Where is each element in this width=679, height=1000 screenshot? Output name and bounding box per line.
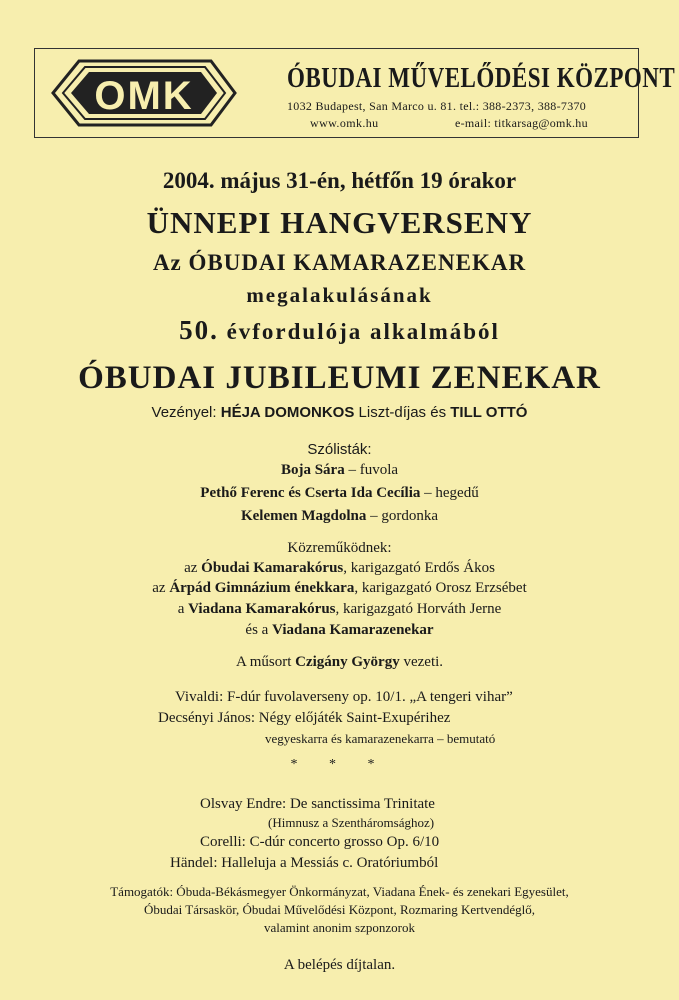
program-item: Olsvay Endre: De sanctissima Trinitate <box>200 796 435 812</box>
conductor-1: HÉJA DOMONKOS <box>220 404 355 421</box>
event-subtitle-3 <box>0 315 679 346</box>
contributor-director: , karigazgató Erdős Ákos <box>343 560 495 576</box>
program-item: Corelli: C-dúr concerto grosso Op. 6/10 <box>200 834 440 850</box>
contributor-name: Viadana Kamarazenekar <box>272 622 434 638</box>
conductor-2: TILL OTTÓ <box>450 404 528 421</box>
event-date: 2004. május 31-én, hétfőn 19 órakor <box>162 168 517 193</box>
event-subtitle-2: megalakulásának <box>246 283 433 307</box>
sponsors-line: Óbudai Társaskör, Óbudai Művelődési Központ, Rozmaring Kertvendéglő, <box>144 902 535 917</box>
anniversary-number: 50. <box>179 315 219 345</box>
contributor-prefix: és a <box>245 622 273 638</box>
contributor-row <box>0 580 679 597</box>
soloist-row <box>0 462 679 479</box>
org-address: 1032 Budapest, San Marco u. 81. tel.: 388-2373, 388-7370 <box>287 99 587 113</box>
separator-stars: * * * <box>290 757 389 772</box>
conductors-label: Vezényel: <box>151 404 217 421</box>
org-website: www.omk.hu <box>310 116 379 130</box>
entry-note: A belépés díjtalan. <box>283 957 396 973</box>
contributor-name: Árpád Gimnázium énekkara <box>169 580 355 596</box>
sponsors-line: valamint anonim szponzorok <box>264 920 415 935</box>
soloist-row <box>0 508 679 525</box>
soloist-role: – hegedű <box>420 485 479 501</box>
anniversary-text: évfordulója alkalmából <box>226 319 500 344</box>
ensemble-name: ÓBUDAI JUBILEUMI ZENEKAR <box>78 360 601 396</box>
program-item: Vivaldi: F-dúr fuvolaverseny op. 10/1. „A tengeri vihar” <box>175 689 513 705</box>
logo-text: OMK <box>94 74 194 118</box>
contributor-prefix: a <box>177 601 189 617</box>
contributor-director: , karigazgató Orosz Erzsébet <box>354 580 527 596</box>
event-subtitle-1: Az ÓBUDAI KAMARAZENEKAR <box>152 250 527 275</box>
conductors-line <box>0 404 679 421</box>
contributor-row <box>0 560 679 577</box>
host-prefix: A műsort <box>235 654 296 670</box>
org-email: e-mail: titkarsag@omk.hu <box>455 116 588 130</box>
conductor-award: Liszt-díjas és <box>358 404 447 421</box>
soloists-title: Szólisták: <box>307 441 372 458</box>
sponsors-line: Támogatók: Óbuda-Békásmegyer Önkormányzat, Viadana Ének- és zenekari Egyesület, <box>110 884 569 899</box>
host-line <box>0 654 679 671</box>
header-box <box>34 48 676 138</box>
soloist-name: Boja Sára <box>280 462 345 478</box>
contributor-name: Viadana Kamarakórus <box>188 601 336 617</box>
host-name: Czigány György <box>295 654 400 670</box>
soloist-row <box>0 485 679 502</box>
program-item: Decsényi János: Négy előjáték Saint-Exupérihez <box>158 710 451 726</box>
contributor-director: , karigazgató Horváth Jerne <box>335 601 502 617</box>
contributor-row <box>0 622 679 639</box>
soloist-name: Kelemen Magdolna <box>240 508 367 524</box>
host-suffix: vezeti. <box>399 654 444 670</box>
contributors-title: Közreműködnek: <box>287 540 392 556</box>
soloist-name: Pethő Ferenc és Cserta Ida Cecília <box>200 485 421 501</box>
contributor-prefix: az <box>152 580 170 596</box>
contributor-row <box>0 601 679 618</box>
event-title: ÜNNEPI HANGVERSENY <box>146 205 533 240</box>
omk-logo <box>43 55 243 131</box>
soloist-role: – fuvola <box>344 462 399 478</box>
program-item-note: vegyeskarra és kamarazenekarra – bemutató <box>265 731 496 746</box>
contributor-name: Óbudai Kamarakórus <box>201 560 344 576</box>
soloist-role: – gordonka <box>366 508 439 524</box>
contributor-prefix: az <box>184 560 202 576</box>
org-name: ÓBUDAI MŰVELŐDÉSI KÖZPONT <box>287 62 676 94</box>
program-item-note: (Himnusz a Szentháromsághoz) <box>268 815 435 830</box>
program-item: Händel: Halleluja a Messiás c. Oratóriumból <box>170 855 439 871</box>
